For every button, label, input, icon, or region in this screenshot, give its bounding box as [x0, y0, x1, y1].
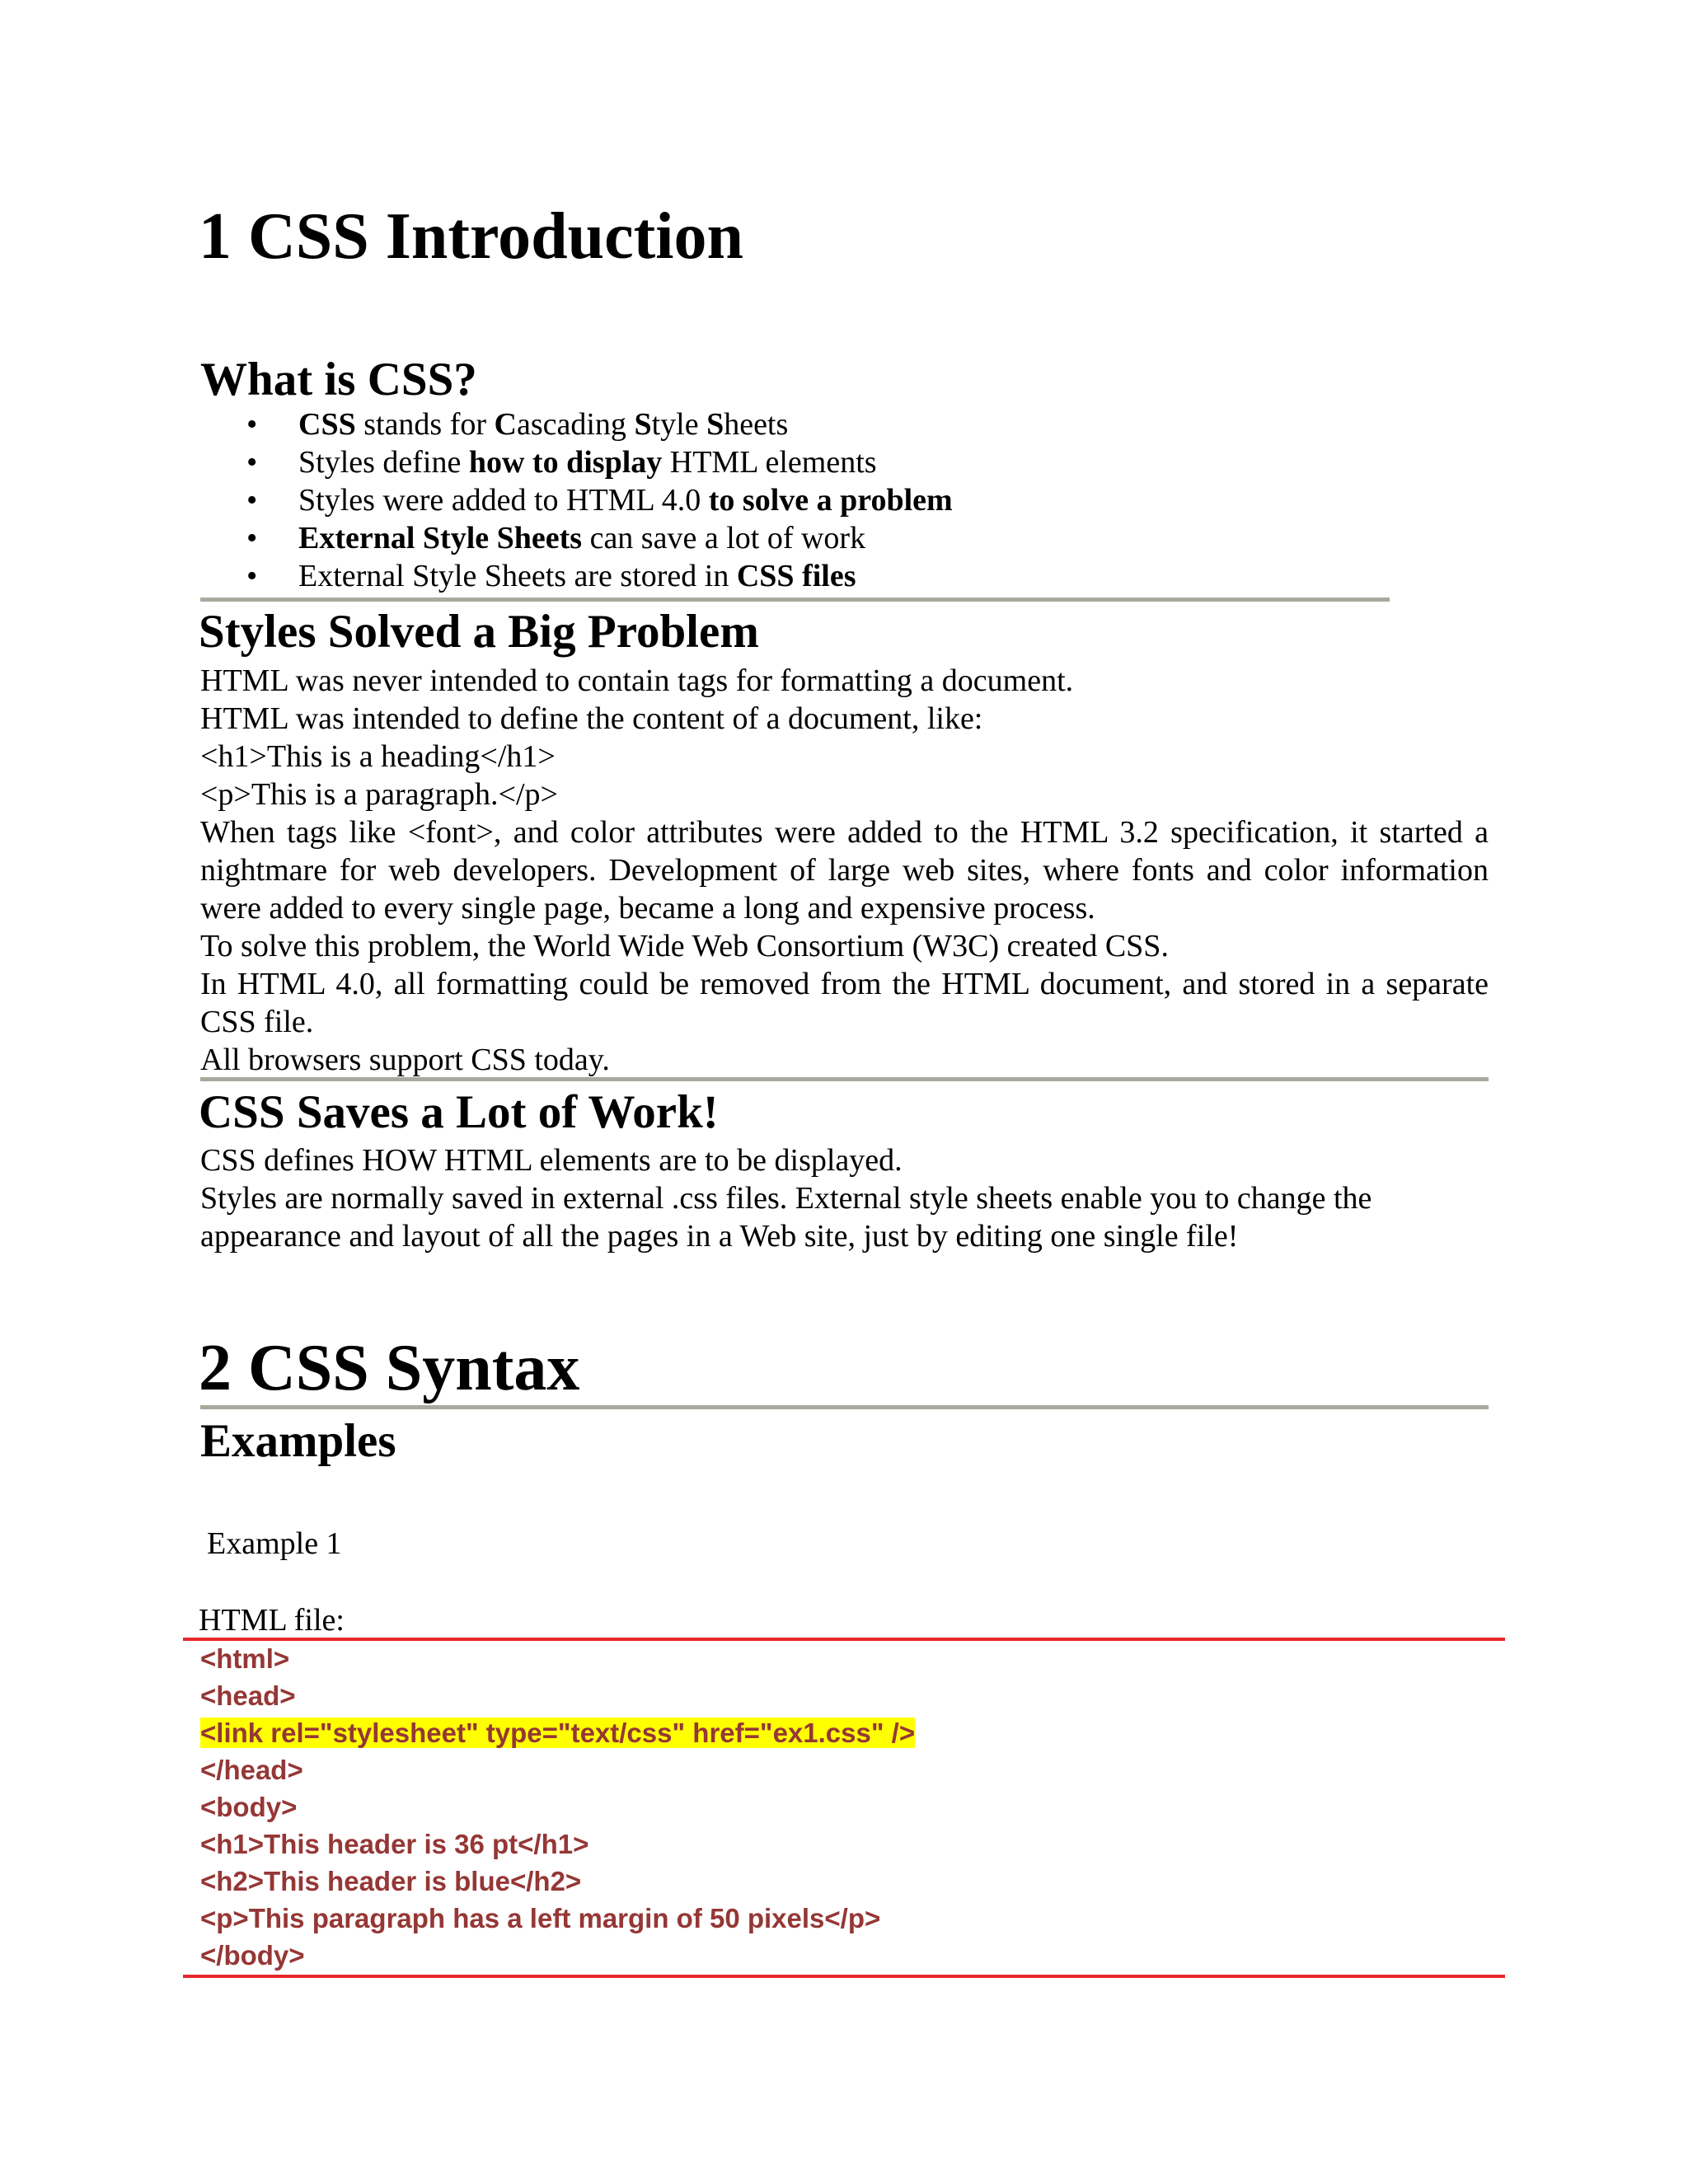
paragraph: In HTML 4.0, all formatting could be removed from the HTML document, and stored in a separate CSS file.	[200, 967, 1489, 1039]
text: stands for	[355, 407, 495, 442]
subheading-examples: Examples	[200, 1415, 396, 1467]
text: HTML elements	[662, 445, 877, 480]
code-line: <h2>This header is blue</h2>	[200, 1866, 582, 1896]
paragraph-line: HTML was intended to define the content of a document, like:	[200, 701, 983, 736]
list-item	[200, 481, 1437, 519]
bold-text: C	[494, 407, 517, 442]
code-line: <head>	[200, 1680, 296, 1711]
bold-text: External Style Sheets	[298, 521, 583, 555]
saves-work-body	[200, 1141, 1489, 1255]
code-line: <body>	[200, 1792, 298, 1822]
file-label: HTML file:	[199, 1603, 345, 1638]
code-block	[200, 1640, 915, 1974]
subheading-css-saves-work: CSS Saves a Lot of Work!	[199, 1086, 719, 1138]
list-item	[200, 443, 1437, 481]
list-item	[200, 519, 1437, 557]
bold-text: how to display	[468, 445, 663, 480]
bold-text: to solve a problem	[708, 483, 953, 518]
text: heets	[724, 407, 789, 442]
example-label: Example 1	[207, 1526, 342, 1561]
subheading-what-is-css: What is CSS?	[200, 354, 477, 405]
bold-text: S	[706, 407, 724, 442]
paragraph-line: HTML was never intended to contain tags for formatting a document.	[200, 663, 1074, 698]
horizontal-rule	[200, 1405, 1489, 1409]
bullet-icon: •	[246, 559, 258, 593]
subheading-styles-solved: Styles Solved a Big Problem	[199, 606, 759, 658]
paragraph-line: <h1>This is a heading</h1>	[200, 739, 556, 774]
bold-text: CSS	[298, 407, 356, 442]
list-item	[200, 557, 1437, 595]
code-line: <p>This paragraph has a left margin of 50 pixels</p>	[200, 1903, 881, 1933]
bullet-icon: •	[246, 483, 258, 518]
text: ascading	[516, 407, 635, 442]
bold-text: S	[634, 407, 652, 442]
list-item	[200, 405, 1437, 443]
code-line-highlighted	[200, 1714, 915, 1751]
text: can save a lot of work	[582, 521, 866, 555]
css-facts-list	[200, 405, 1437, 595]
paragraph-line: All browsers support CSS today.	[200, 1043, 610, 1077]
code-line: </body>	[200, 1940, 305, 1971]
paragraph-line: To solve this problem, the World Wide Web Consortium (W3C) created CSS.	[200, 929, 1169, 963]
paragraph: When tags like <font>, and color attributes were added to the HTML 3.2 specification, it started a nightmare for web developers. Development of large web sites, where fonts and color information were added to every single page, became a long and expensive process.	[200, 815, 1489, 926]
styles-solved-body	[200, 662, 1489, 1079]
text: Styles were added to HTML 4.0	[298, 483, 709, 518]
section-heading-intro: 1 CSS Introduction	[199, 200, 743, 273]
horizontal-rule	[200, 598, 1390, 602]
bullet-icon: •	[246, 407, 258, 442]
section-heading-syntax: 2 CSS Syntax	[199, 1332, 580, 1404]
paragraph: Styles are normally saved in external .css files. External style sheets enable you to change the appearance and layout of all the pages in a Web site, just by editing one single file!	[200, 1181, 1372, 1254]
text: tyle	[651, 407, 707, 442]
highlighted-code: <link rel="stylesheet" type="text/css" href="ex1.css" />	[200, 1718, 916, 1748]
paragraph-line: <p>This is a paragraph.</p>	[200, 777, 558, 812]
bullet-icon: •	[246, 445, 258, 480]
paragraph-line: CSS defines HOW HTML elements are to be displayed.	[200, 1143, 903, 1178]
bold-text: CSS files	[736, 559, 856, 593]
text: External Style Sheets are stored in	[298, 559, 737, 593]
code-line: </head>	[200, 1755, 303, 1785]
code-line: <h1>This header is 36 pt</h1>	[200, 1829, 589, 1859]
bullet-icon: •	[246, 521, 258, 555]
text: Styles define	[298, 445, 469, 480]
code-block-bottom-border	[183, 1975, 1505, 1978]
code-line: <html>	[200, 1643, 290, 1674]
horizontal-rule	[200, 1077, 1489, 1081]
